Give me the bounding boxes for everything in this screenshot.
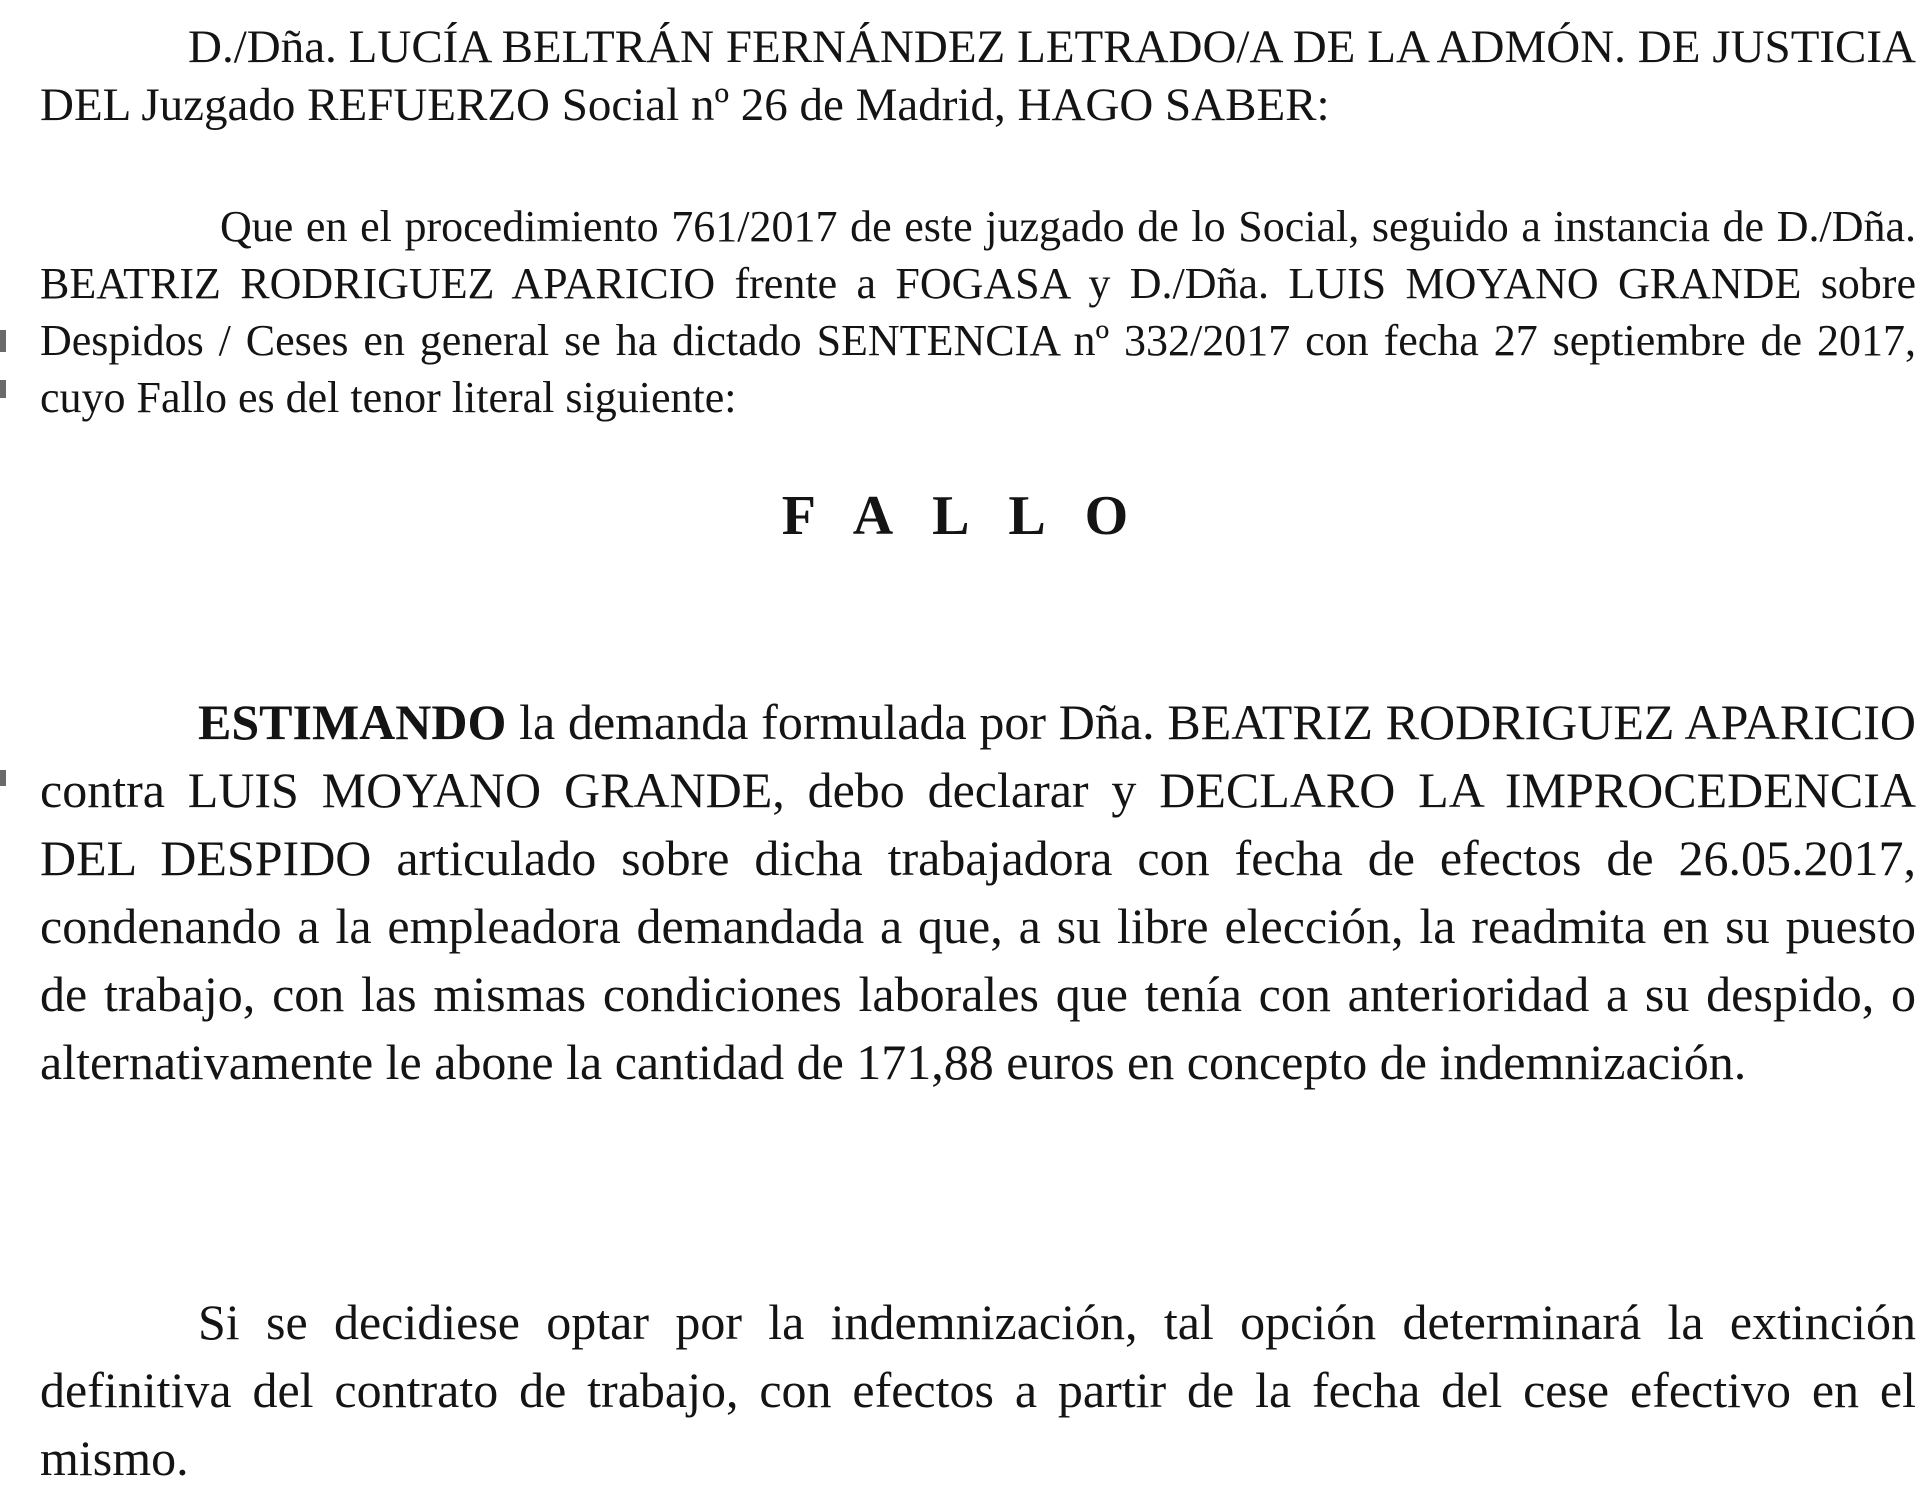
- ruling-lead-word: ESTIMANDO: [198, 694, 507, 750]
- section-title: F A L L O: [781, 485, 1143, 547]
- scan-margin-mark: [0, 770, 6, 786]
- header-paragraph: D./Dña. LUCÍA BELTRÁN FERNÁNDEZ LETRADO/A DE LA ADMÓN. DE JUSTICIA DEL Juzgado REFUERZO Social nº 26 de Madrid, HAGO SABER:: [40, 21, 1916, 131]
- scan-margin-mark: [0, 380, 6, 398]
- scan-margin-mark: [0, 330, 6, 352]
- option-paragraph: Si se decidiese optar por la indemnización, tal opción determinará la extinción definitiva del contrato de trabajo, con efectos a partir de la fecha del cese efectivo en el mismo.: [40, 1294, 1916, 1486]
- notice-paragraph: Que en el procedimiento 761/2017 de este juzgado de lo Social, seguido a instancia de D./Dña. BEATRIZ RODRIGUEZ APARICIO frente a FOGASA y D./Dña. LUIS MOYANO GRANDE sobre Despidos / Ceses en general se ha dictado SENTENCIA nº 332/2017 con fecha 27 septiembre de 2017, cuyo Fallo es del tenor literal siguiente:: [40, 202, 1916, 422]
- ruling-text: la demanda formulada por Dña. BEATRIZ RODRIGUEZ APARICIO contra LUIS MOYANO GRANDE, debo declarar y DECLARO LA IMPROCEDENCIA DEL DESPIDO articulado sobre dicha trabajadora con fecha de efectos de 26.05.2017, condenando a la empleadora demandada a que, a su libre elección, la readmita en su puesto de trabajo, con las mismas condiciones laborales que tenía con anterioridad a su despido, o alternativamente le abone la cantidad de 171,88 euros en concepto de indemnización.: [40, 694, 1916, 1090]
- ruling-paragraph: [40, 688, 1916, 1096]
